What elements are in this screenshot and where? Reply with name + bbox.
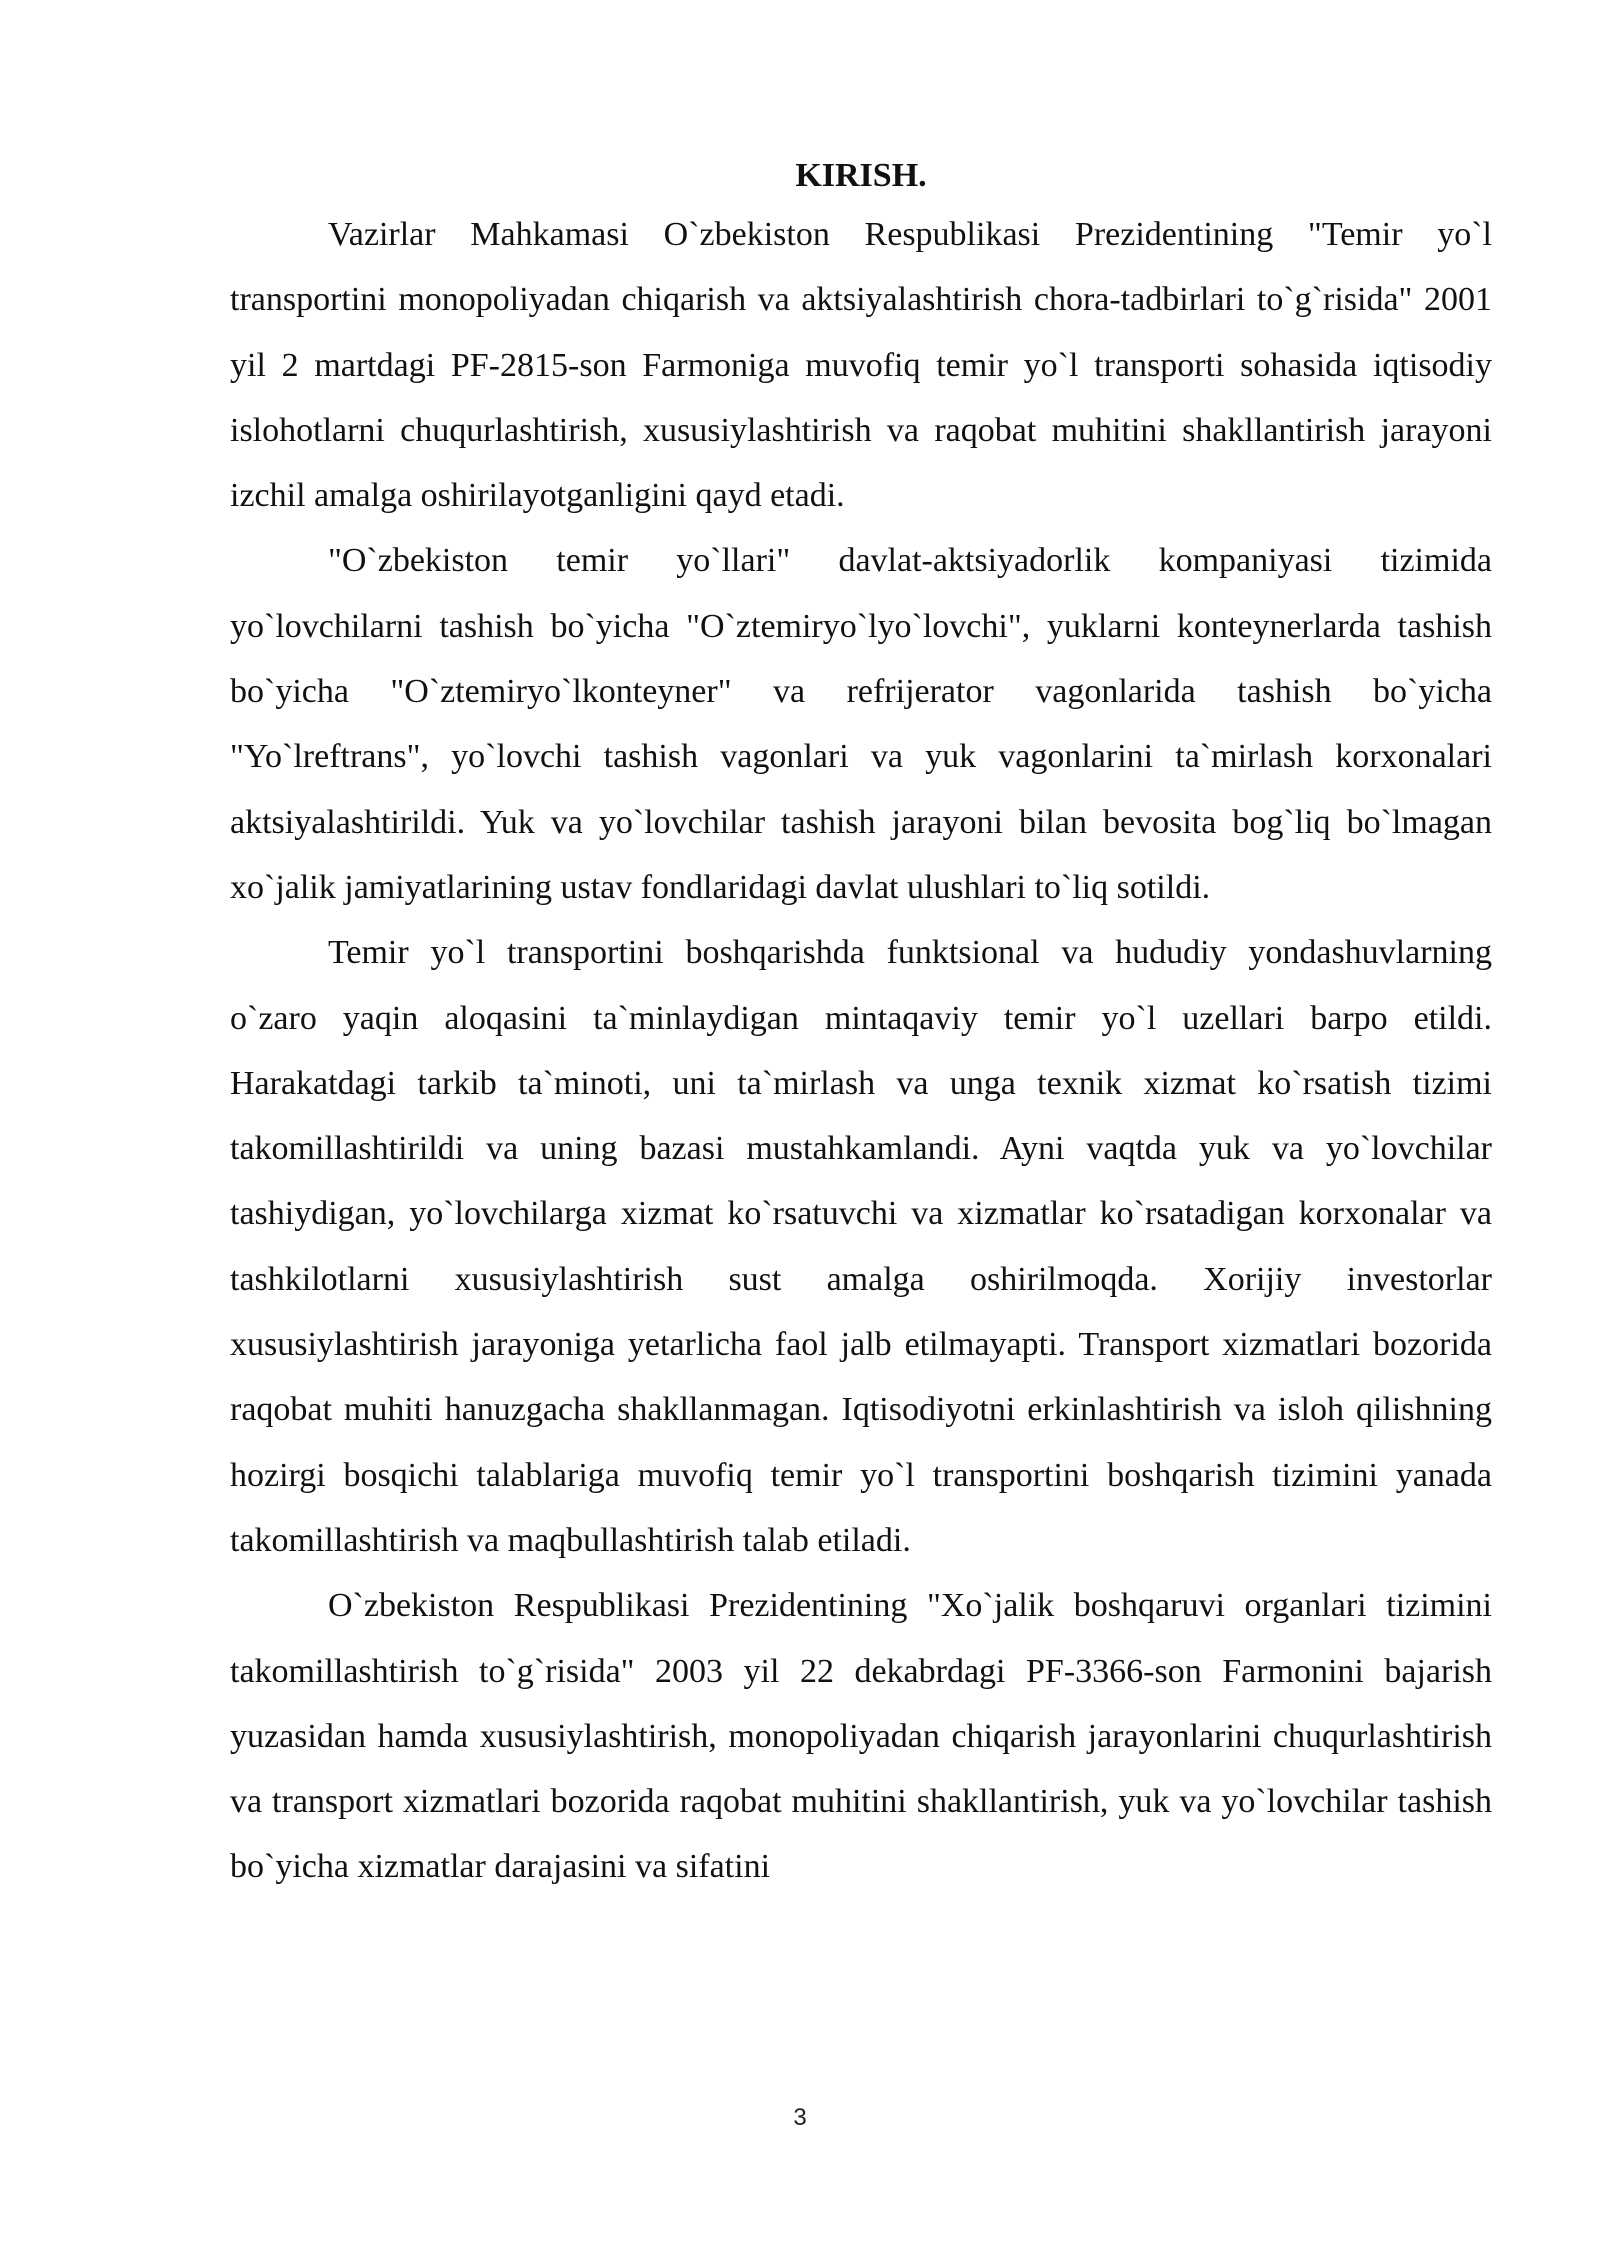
paragraph-4: O`zbekiston Respublikasi Prezidentining "Xo`jalik boshqaruvi organlari tizimini takomillashtirish to`g`risida" 2003 yil 22 dekabrdagi PF-3366-son Farmonini bajarish yuzasidan hamda xususiylashtirish, monopoliyadan chiqarish jarayonlarini chuqurlashtirish va transport xizmatlari bozorida raqobat muhitini shakllantirish, yuk va yo`lovchilar tashish bo`yicha xizmatlar darajasini va sifatini [230,1587,1492,1886]
paragraph-2: "O`zbekiston temir yo`llari" davlat-aktsiyadorlik kompaniyasi tizimida yo`lovchilarni tashish bo`yicha "O`ztemiryo`lyo`lovchi", yuklarni konteynerlarda tashish bo`yicha "O`ztemiryo`lkonteyner" va refrijerator vagonlarida tashish bo`yicha "Yo`lreftrans", yo`lovchi tashish vagonlari va yuk vagonlarini ta`mirlash korxonalari aktsiyalashtirildi. Yuk va yo`lovchilar tashish jarayoni bilan bevosita bog`liq bo`lmagan xo`jalik jamiyatlarining ustav fondlaridagi davlat ulushlari to`liq sotildi. [230,542,1492,906]
page-title: KIRISH. [795,157,927,194]
paragraph-1: Vazirlar Mahkamasi O`zbekiston Respublikasi Prezidentining "Temir yo`l transportini monopoliyadan chiqarish va aktsiyalashtirish chora-tadbirlari to`g`risida" 2001 yil 2 martdagi PF-2815-son Farmoniga muvofiq temir yo`l transporti sohasida iqtisodiy islohotlarni chuqurlashtirish, xususiylashtirish va raqobat muhitini shakllantirish jarayoni izchil amalga oshirilayotganligini qayd etadi. [230,216,1492,515]
paragraph-3: Temir yo`l transportini boshqarishda funktsional va hududiy yondashuvlarning o`zaro yaqin aloqasini ta`minlaydigan mintaqaviy temir yo`l uzellari barpo etildi. Harakatdagi tarkib ta`minoti, uni ta`mirlash va unga texnik xizmat ko`rsatish tizimi takomillashtirildi va uning bazasi mustahkamlandi. Ayni vaqtda yuk va yo`lovchilar tashiydigan, yo`lovchilarga xizmat ko`rsatuvchi va xizmatlar ko`rsatadigan korxonalar va tashkilotlarni xususiylashtirish sust amalga oshirilmoqda. Xorijiy investorlar xususiylashtirish jarayoniga yetarlicha faol jalb etilmayapti. Transport xizmatlari bozorida raqobat muhiti hanuzgacha shakllanmagan. Iqtisodiyotni erkinlashtirish va isloh qilishning hozirgi bosqichi talablariga muvofiq temir yo`l transportini boshqarish tizimini yanada takomillashtirish va maqbullashtirish talab etiladi. [230,934,1492,1559]
document-page [230,150,1492,1900]
page-number: 3 [793,2104,807,2131]
